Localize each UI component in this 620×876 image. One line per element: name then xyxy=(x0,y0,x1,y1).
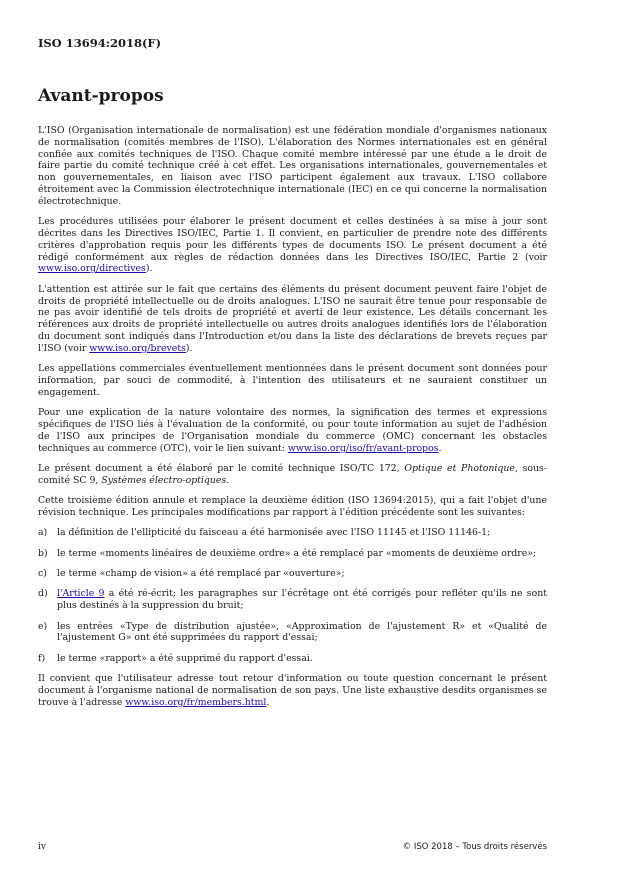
paragraph-text: L'attention est attirée sur le fait que certains des éléments du présent document peuvent faire l'objet de droits de propriété intellectuelle ou de droits analogues. L'ISO ne saurait être tenue pour responsable de ne pas avoir identifié de tels droits de propriété et averti de leur existence. Les détails concernant les références aux droits de propriété intellectuelle ou autres droits analogues identifiés lors de l'élaboration du document sont indiqués dans l'Introduction et/ou dans la liste des déclarations de brevets reçues par l'ISO (voir xyxy=(38,283,547,354)
paragraph-edition: Cette troisième édition annule et remplace la deuxième édition (ISO 13694:2015), qui a fait l'objet d'une révision technique. Les principales modifications par rapport à l'édition précédente sont les suivantes: xyxy=(38,495,547,518)
members-link[interactable]: www.iso.org/fr/members.html xyxy=(125,696,267,708)
paragraph-end: ). xyxy=(185,342,193,354)
paragraph-text: Pour une explication de la nature volontaire des normes, la signification des termes et expressions spécifiques de l'ISO liés à l'évaluation de la conformité, ou pour toute information au sujet de l'adhésion de l'ISO aux principes de l'Organisation mondiale du commerce (OMC) concernant les obstacles techniques au commerce (OTC), voir le lien suivant: xyxy=(38,407,547,454)
paragraph-iso-intro: L'ISO (Organisation internationale de normalisation) est une fédération mondiale d'organismes nationaux de normalisation (comités membres de l'ISO). L'élaboration des Normes internationales est en général confiée aux comités techniques de l'ISO. Chaque comité membre intéressé par une étude a le droit de faire partie du comité technique créé à cet effet. Les organisations internationales, gouvernementales et non gouvernementales, en liaison avec l'ISO participent également aux travaux. L'ISO collabore étroitement avec la Commission électrotechnique internationale (IEC) en ce qui concerne la normalisation électrotechnique. xyxy=(38,125,547,207)
list-marker: e) xyxy=(38,620,48,632)
list-item-text: la définition de l'ellipticité du faisceau a été harmonisée avec l'ISO 11145 et l'ISO 11146-1; xyxy=(57,527,491,539)
list-item-text: le terme «champ de vision» a été remplacé par «ouverture»; xyxy=(57,568,345,580)
list-item xyxy=(38,588,547,612)
subcommittee-title: Systèmes électro-optiques xyxy=(101,474,227,486)
article-9-link[interactable]: l'Article 9 xyxy=(57,588,105,600)
paragraph-patents xyxy=(38,284,547,355)
paragraph-end: . xyxy=(438,442,442,454)
list-marker: b) xyxy=(38,547,48,559)
paragraph-trade-names: Les appellations commerciales éventuellement mentionnées dans le présent document sont données pour information, par souci de commodité, à l'intention des utilisateurs et ne sauraient constituer un engagement. xyxy=(38,363,547,398)
paragraph-end: . xyxy=(266,696,270,708)
document-id-header: ISO 13694:2018(F) xyxy=(38,36,162,50)
foreword-body xyxy=(38,125,547,717)
list-item-text: le terme «moments linéaires de deuxième ordre» a été remplacé par «moments de deuxième ordre»; xyxy=(57,547,537,559)
page-number: iv xyxy=(38,842,46,852)
page-title: Avant-propos xyxy=(38,86,164,106)
paragraph-text: Il convient que l'utilisateur adresse tout retour d'information ou toute question concernant le présent document à l'organisme national de normalisation de son pays. Une liste exhaustive desdits organismes se trouve à l'adresse xyxy=(38,673,547,708)
paragraph-end: . xyxy=(226,474,230,486)
changes-list xyxy=(38,527,547,664)
list-item-text: les entrées «Type de distribution ajustée», «Approximation de l'ajustement R» et «Qualité de l'ajustement G» ont été supprimées du rapport d'essai; xyxy=(57,620,547,644)
list-marker: d) xyxy=(38,588,48,600)
paragraph-procedures xyxy=(38,216,547,275)
list-marker: a) xyxy=(38,527,48,539)
list-item xyxy=(38,527,547,539)
list-item xyxy=(38,568,547,580)
list-item xyxy=(38,548,547,560)
foreword-link[interactable]: www.iso.org/iso/fr/avant-propos xyxy=(287,442,439,454)
list-item-rest: a été ré-écrit; les paragraphes sur l'écrêtage ont été corrigés pour refléter qu'ils ne sont plus destinés à la suppression du bruit; xyxy=(57,588,547,612)
directives-link[interactable]: www.iso.org/directives xyxy=(38,263,146,275)
list-item xyxy=(38,653,547,665)
paragraph-feedback xyxy=(38,673,547,708)
list-item-text: le terme «rapport» a été supprimé du rapport d'essai. xyxy=(57,652,313,664)
patents-link[interactable]: www.iso.org/brevets xyxy=(89,342,186,354)
list-marker: c) xyxy=(38,568,47,580)
paragraph-text: , sous-comité SC 9, xyxy=(38,462,547,486)
paragraph-committee xyxy=(38,463,547,487)
committee-title: Optique et Photonique xyxy=(404,462,515,474)
paragraph-end: ). xyxy=(145,263,153,275)
copyright-notice: © ISO 2018 – Tous droits réservés xyxy=(402,842,547,852)
list-marker: f) xyxy=(38,652,46,664)
paragraph-text: Les procédures utilisées pour élaborer le présent document et celles destinées à sa mise à jour sont décrites dans les Directives ISO/IEC, Partie 1. Il convient, en particulier de prendre note des différents critères d'approbation requis pour les différents types de documents ISO. Le présent document a été rédigé conformément aux règles de rédaction données dans les Directives ISO/IEC, Partie 2 (voir xyxy=(38,216,547,263)
list-item xyxy=(38,621,547,645)
paragraph-voluntary-nature xyxy=(38,407,547,454)
paragraph-text: Le présent document a été élaboré par le comité technique ISO/TC 172, xyxy=(38,462,405,474)
list-item-text xyxy=(57,588,547,612)
